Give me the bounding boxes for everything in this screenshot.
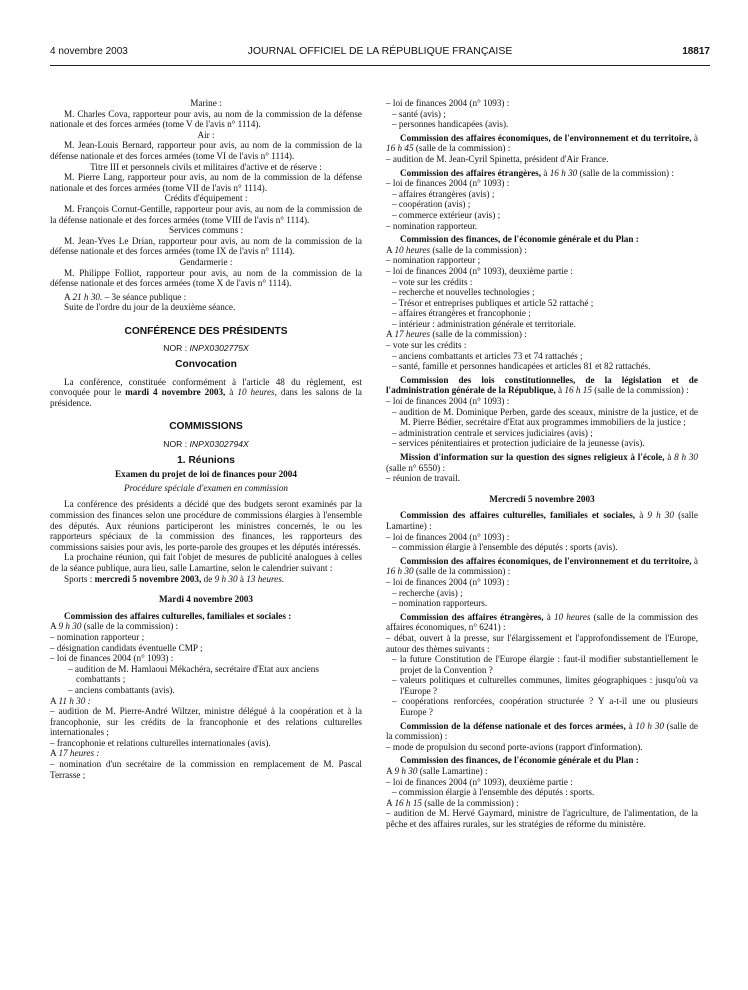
section-marine-heading: Marine : [190,98,222,108]
list-item: – la future Constitution de l'Europe élargie : faut-il modifier substantiellement le projet de la Convention ? [392,654,698,675]
w-cfin-title: Commission des finances, de l'économie générale et du Plan : [400,755,639,766]
header-rule [50,65,710,66]
list-item: – débat, ouvert à la presse, sur l'élargissement et l'approfondissement de l'Europe, autour des thèmes suivants : [386,632,698,654]
examen-heading: Examen du projet de loi de finances pour 2004 [115,469,297,480]
right-column [386,98,698,830]
procedure-paragraph-2: La prochaine réunion, qui fait l'objet de mesures de publicité analogues à celles de la séance publique, aura lieu, salle Lamartine, selon le calendrier suivant : [50,552,362,573]
header-date: 4 novembre 2003 [50,46,128,57]
list-item: – loi de finances 2004 (n° 1093), deuxième partie : [386,776,573,787]
list-item: – santé, famille et personnes handicapées et articles 81 et 82 rattachés. [392,361,651,372]
commissions-nor: NOR : INPX0302794X [163,439,249,450]
list-item: – audition de M. Jean-Cyril Spinetta, président d'Air France. [386,153,609,164]
cfin-time-1: A 10 heures (salle de la commission) : [386,244,527,255]
list-item: – nomination rapporteurs. [392,598,488,609]
clc-title: Commission des lois constitutionnelles, de la législation et de l'administration générale de la République, à 16 h 15 (salle de la commission) : [386,374,698,396]
list-item: – audition de M. Pierre-André Wiltzer, ministre délégué à la coopération et à la francophonie, sur les crédits de la francophonie et des relations culturelles internationales ; [50,706,362,738]
reunions-heading: 1. Réunions [177,454,235,466]
mission-title: Mission d'information sur la question des signes religieux à l'école, à 8 h 30 (salle n° 6550) : [386,452,699,473]
page-header [50,36,710,57]
section-services-heading: Services communs : [169,225,243,236]
list-item: – commission élargie à l'ensemble des députés : sports (avis). [392,542,618,553]
procedure-paragraph-1: La conférence des présidents a décidé que des budgets seront examinés par la commission des finances selon une procédure de commissions élargies à l'ensemble des députés. Aux réunions participeront les ministres concernés, le ou les rapporteurs spéciaux de la commission des finances, les rapporteurs des commissions saisies pour avis, les porte-parole des groupes et les députés intéressés. [50,499,362,552]
sports-line: Sports : mercredi 5 novembre 2003, de 9 h 30 à 13 heures. [64,573,285,584]
list-item: – désignation candidats éventuelle CMP ; [50,642,203,653]
list-item: – anciens combattants et articles 73 et 74 rattachés ; [392,350,583,361]
list-item: – commerce extérieur (avis) ; [392,209,501,220]
list-item: – coopérations renforcées, coopération structurée ? Y a-t-il une ou plusieurs Europe ? [392,696,698,718]
mercredi-heading: Mercredi 5 novembre 2003 [489,493,595,504]
paragraph-titre3: M. Pierre Lang, rapporteur pour avis, au nom de la commission de la défense nationale et des forces armées (tome VII de l'avis n° 1114). [50,172,362,193]
list-item: – recherche et nouvelles technologies ; [392,287,535,298]
convocation-paragraph: La conférence, constituée conformément à l'article 48 du règlement, est convoquée pour le mardi 4 novembre 2003, à 10 heures, dans les salons de la présidence. [50,376,362,408]
conference-nor: NOR : INPX0302775X [163,343,249,354]
list-item: – loi de finances 2004 (n° 1093) : [386,178,510,189]
paragraph-credits: M. François Cornut-Gentille, rapporteur pour avis, au nom de la commission de la défense nationale et des forces armées (tome VIII de l'avis n° 1114). [50,203,362,225]
cac-time-2: A 11 h 30 : [50,695,91,706]
w-cae-title: Commission des affaires étrangères, à 10 heures (salle de la commission des affaires économiques, n° 6241) : [386,611,699,633]
mardi-heading: Mardi 4 novembre 2003 [159,594,253,605]
section-air-heading: Air : [197,129,215,140]
section-credits-heading: Crédits d'équipement : [164,193,248,204]
list-item: – recherche (avis) ; [392,587,463,598]
cae-title: Commission des affaires étrangères, à 16 h 30 (salle de la commission) : [400,167,674,178]
list-item: – francophonie et relations culturelles internationales (avis). [50,737,271,748]
procedure-heading: Procédure spéciale d'examen en commission [123,482,289,493]
w-cfin-time-2: A 16 h 15 (salle de la commission) : [386,797,519,808]
paragraph-air: M. Jean-Louis Bernard, rapporteur pour avis, au nom de la commission de la défense nationale et des forces armées (tome VI de l'avis n° 1114). [50,140,362,161]
list-item: – santé (avis) ; [392,108,446,119]
list-item: – coopération (avis) ; [392,199,471,210]
cfin-time-2: A 17 heures (salle de la commission) : [386,329,527,340]
list-item: – mode de propulsion du second porte-avions (rapport d'information). [386,741,643,752]
ceet-title: Commission des affaires économiques, de l'environnement et du territoire, à 16 h 45 (salle de la commission) : [386,132,698,154]
commissions-title: COMMISSIONS [169,421,243,433]
list-item: – loi de finances 2004 (n° 1093) : [386,531,510,542]
list-item: – anciens combattants (avis). [68,684,175,695]
list-item: – loi de finances 2004 (n° 1093) : [386,576,510,587]
list-item: – loi de finances 2004 (n° 1093) : [50,653,174,664]
page-number: 18817 [682,46,710,57]
left-column [50,98,362,780]
list-item: – audition de M. Dominique Perben, garde des sceaux, ministre de la justice, et de M. Pierre Bédier, secrétaire d'Etat aux programmes immobiliers de la justice ; [392,406,698,428]
w-ceet-title: Commission des affaires économiques, de l'environnement et du territoire, à 16 h 30 (salle de la commission) : [386,555,698,577]
w-cac-title: Commission des affaires culturelles, familiales et sociales, à 9 h 30 (salle Lamartine) : [386,510,698,531]
list-item: – affaires étrangères (avis) ; [392,188,495,199]
cac-time-3: A 17 heures : [50,748,100,759]
list-item: – vote sur les crédits : [386,340,467,351]
list-item: – nomination rapporteur. [386,220,478,231]
list-item: – Trésor et entreprises publiques et article 52 rattaché ; [392,297,594,308]
list-item: – commission élargie à l'ensemble des députés : sports. [392,787,595,798]
list-item: – personnes handicapées (avis). [392,119,509,130]
conference-title: CONFÉRENCE DES PRÉSIDENTS [124,325,288,337]
list-item: – loi de finances 2004 (n° 1093) : [386,396,510,407]
section-titre3-heading: Titre III et personnels civils et militaires d'active et de réserve : [90,161,322,172]
list-item: – affaires étrangères et francophonie ; [392,308,531,319]
cac-title: Commission des affaires culturelles, familiales et sociales : [64,610,292,621]
list-item: – intérieur : administration générale et territoriale. [392,318,576,329]
list-item: – réunion de travail. [386,473,460,484]
paragraph-services: M. Jean-Yves Le Drian, rapporteur pour avis, au nom de la commission de la défense nationale et des forces armées (tome IX de l'avis n° 1114). [50,235,362,257]
seance-line: A 21 h 30. – 3e séance publique : [64,291,187,302]
list-item: – loi de finances 2004 (n° 1093) : [386,98,510,108]
paragraph-marine: M. Charles Cova, rapporteur pour avis, au nom de la commission de la défense nationale et des forces armées (tome V de l'avis n° 1114). [50,108,362,130]
list-item: – audition de M. Hervé Gaymard, ministre de l'agriculture, de l'alimentation, de la pêche et des affaires rurales, sur les stratégies de réforme du ministère. [386,808,698,829]
paragraph-gendarmerie: M. Philippe Folliot, rapporteur pour avis, au nom de la commission de la défense nationale et des forces armées (tome X de l'avis n° 1114). [50,267,362,289]
list-item: – administration centrale et services judiciaires (avis) ; [392,427,593,438]
list-item: – vote sur les crédits : [392,276,473,287]
list-item: – nomination rapporteur ; [50,631,145,642]
list-item: – loi de finances 2004 (n° 1093), deuxième partie : [386,265,573,276]
w-cdef-title: Commission de la défense nationale et des forces armées, à 10 h 30 (salle de la commission) : [386,720,699,742]
cac-time-1: A 9 h 30 (salle de la commission) : [50,621,179,632]
list-item: – nomination rapporteur ; [386,255,481,266]
seance-suite: Suite de l'ordre du jour de la deuxième séance. [64,302,236,313]
cfin-title: Commission des finances, de l'économie générale et du Plan : [400,234,639,245]
list-item: – valeurs politiques et culturelles communes, limites géographiques : jusqu'où va l'Europe ? [392,675,698,696]
convocation-heading: Convocation [175,359,237,371]
w-cfin-time-1: A 9 h 30 (salle Lamartine) : [386,766,488,777]
list-item: – nomination d'un secrétaire de la commission en remplacement de M. Pascal Terrasse ; [50,759,362,780]
section-gendarmerie-heading: Gendarmerie : [179,256,233,267]
list-item: – audition de M. Hamlaoui Mékachéra, secrétaire d'Etat aux anciens combattants ; [68,663,319,685]
journal-title: JOURNAL OFFICIEL DE LA RÉPUBLIQUE FRANÇAISE [247,45,513,57]
list-item: – services pénitentiaires et protection judiciaire de la jeunesse (avis). [392,438,645,449]
